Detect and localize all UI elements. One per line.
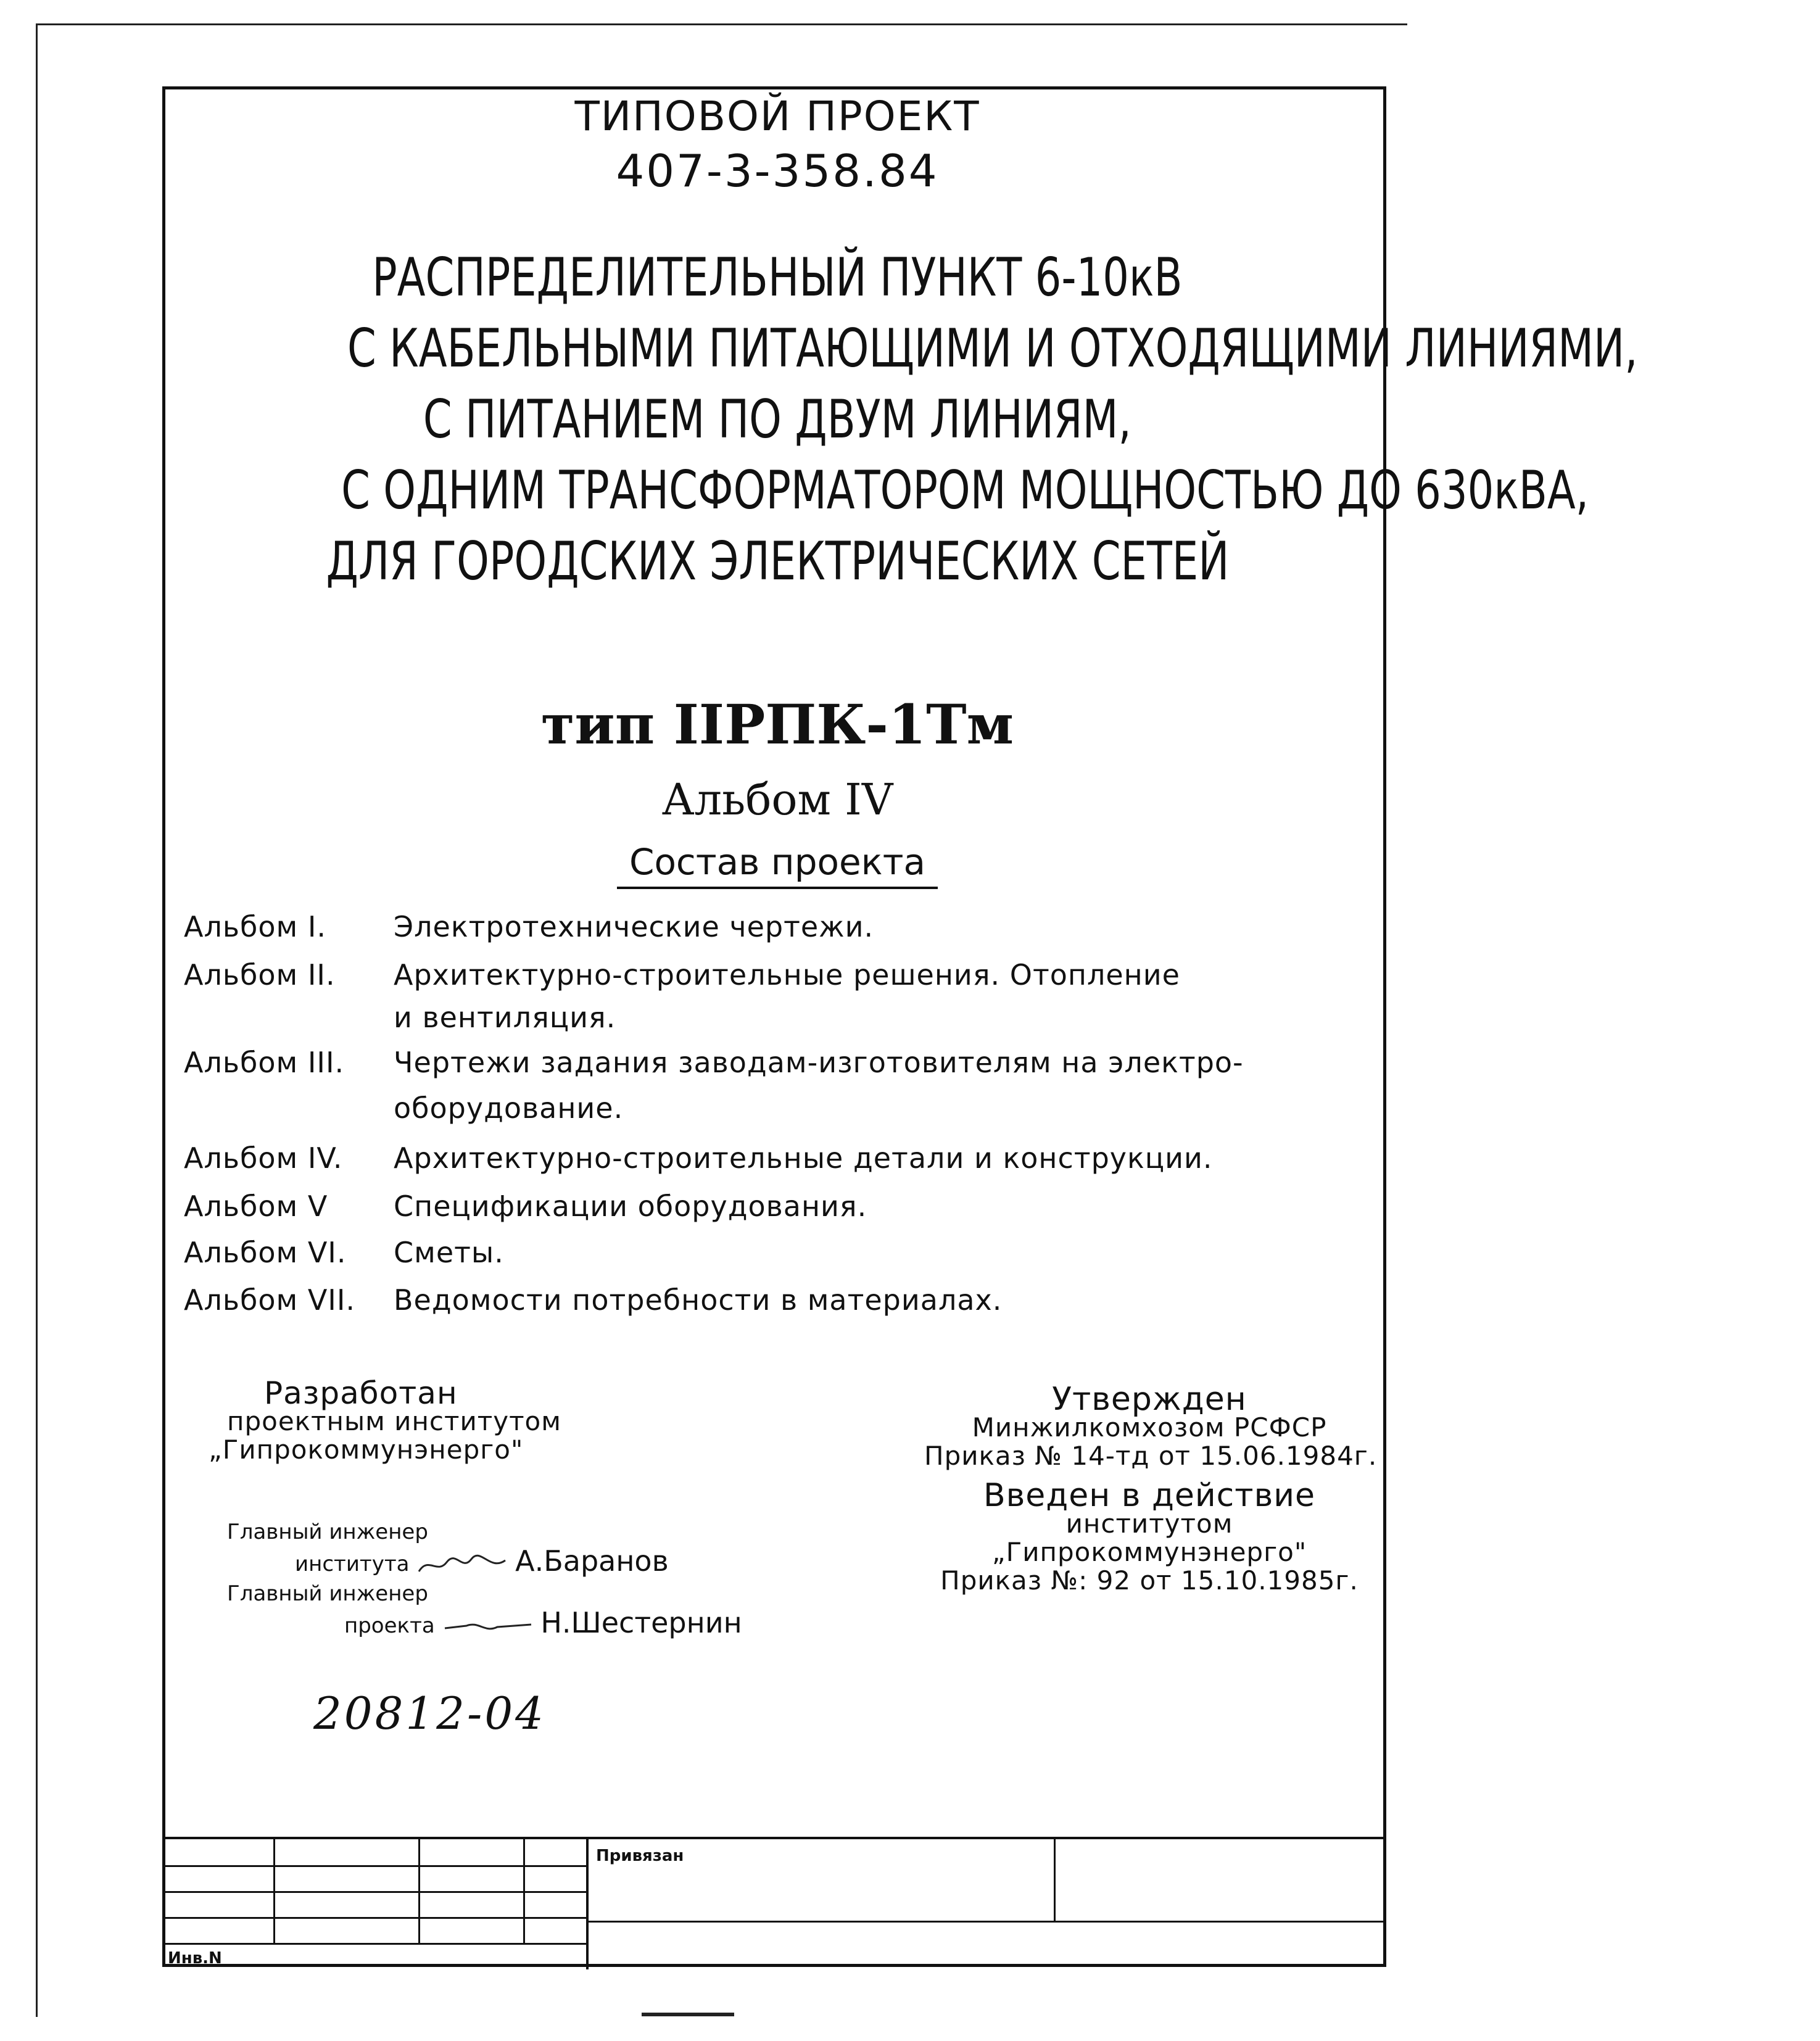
intro-line-1: институтом: [1065, 1509, 1233, 1539]
project-label: ТИПОВОЙ ПРОЕКТ: [574, 93, 980, 140]
title-line-2: С КАБЕЛЬНЫМИ ПИТАЮЩИМИ И ОТХОДЯЩИМИ ЛИНИЯМИ,: [347, 318, 1638, 379]
stamp-col-line: [1054, 1839, 1056, 1921]
intro-line-3: Приказ №: 92 от 15.10.1985г.: [940, 1565, 1359, 1596]
signature-label: Главный инженер: [227, 1581, 428, 1606]
chief-engineer-project: [227, 1581, 742, 1639]
stamp-col-line: [523, 1839, 525, 1943]
signature-mark: [416, 1553, 508, 1578]
type-line: тип IIРПК-1Тм: [540, 692, 1014, 756]
title-line-4: С ОДНИМ ТРАНСФОРМАТОРОМ МОЩНОСТЬЮ ДО 630кВА,: [341, 460, 1589, 521]
handwritten-number: 20812-04: [313, 1687, 546, 1739]
album-row: Альбом V Спецификации оборудования.: [184, 1190, 867, 1223]
signature-label: Главный инженер: [227, 1520, 428, 1544]
inventory-label: Инв.N: [168, 1949, 222, 1968]
signatory-name: Н.Шестернин: [540, 1606, 742, 1639]
album-row: Альбом II. Архитектурно-строительные решения. Отопление: [184, 958, 1180, 992]
bottom-mark: [642, 2013, 734, 2016]
developer-line-2: „Гипрокоммунэнерго": [209, 1434, 524, 1465]
signature-mark: [442, 1615, 534, 1639]
approval-block: [924, 1381, 1378, 1596]
album-row: Альбом III. Чертежи задания заводам-изготовителям на электро-: [184, 1046, 1244, 1079]
intro-head: Введен в действие: [983, 1477, 1315, 1514]
signature-label: института: [295, 1552, 410, 1576]
album-row: Альбом VI. Сметы.: [184, 1236, 504, 1269]
approval-head: Утвержден: [1052, 1381, 1247, 1418]
album-row: Альбом IV. Архитектурно-строительные детали и конструкции.: [184, 1141, 1213, 1175]
title-line-5: ДЛЯ ГОРОДСКИХ ЭЛЕКТРИЧЕСКИХ СЕТЕЙ: [325, 531, 1230, 592]
developer-block: [209, 1375, 561, 1465]
signatory-name: А.Баранов: [515, 1544, 669, 1578]
stamp-row-line: [165, 1943, 586, 1945]
signature-label: проекта: [344, 1613, 435, 1638]
stamp-col-line: [586, 1839, 589, 1969]
approval-line-1: Минжилкомхозом РСФСР: [972, 1412, 1327, 1443]
stamp-row-line: [586, 1921, 1383, 1923]
album-row: Альбом VII. Ведомости потребности в материалах.: [184, 1283, 1003, 1317]
album-row-continuation: и вентиляция.: [394, 1001, 616, 1034]
album-row-continuation: оборудование.: [394, 1091, 624, 1125]
stamp-col-line: [273, 1839, 275, 1943]
developer-line-1: проектным институтом: [227, 1406, 561, 1436]
drawing-frame: [162, 86, 1638, 1968]
title-line-3: С ПИТАНИЕМ ПО ДВУМ ЛИНИЯМ,: [423, 389, 1131, 450]
album-line: Альбом IV: [661, 774, 893, 825]
stamp-col-line: [418, 1839, 420, 1943]
composition-title: Состав проекта: [165, 841, 1389, 883]
chief-engineer-institute: [227, 1520, 669, 1578]
approval-line-2: Приказ № 14-тд от 15.06.1984г.: [924, 1441, 1378, 1471]
developer-head: Разработан: [264, 1375, 458, 1411]
attached-label: Привязан: [596, 1847, 684, 1865]
title-line-1: РАСПРЕДЕЛИТЕЛЬНЫЙ ПУНКТ 6-10кВ: [372, 247, 1183, 308]
project-number: 407-3-358.84: [616, 145, 939, 197]
album-row: Альбом I. Электротехнические чертежи.: [184, 910, 874, 943]
intro-line-2: „Гипрокоммунэнерго": [991, 1537, 1307, 1567]
stamp-table: [165, 1837, 1383, 1969]
